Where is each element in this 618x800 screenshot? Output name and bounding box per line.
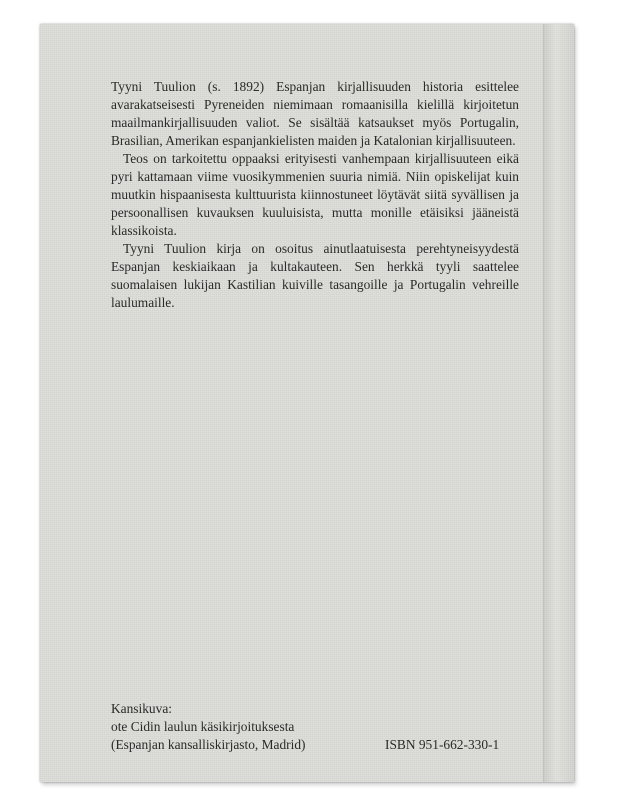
book-back-cover <box>40 24 574 782</box>
blurb-paragraph-3: Tyyni Tuulion kirja on osoitus ainutlaatuisesta perehtyneisyydestä Espanjan keskiaikaan ja kultakauteen. Sen herkkä tyyli saattelee suomalaisen lukijan Kastilian kuiville tasangoille ja Portugalin vehreille laulumaille. <box>111 241 519 310</box>
cover-credit-label: Kansikuva: <box>111 701 172 716</box>
cover-edge <box>543 24 574 782</box>
blurb-paragraph-2: Teos on tarkoitettu oppaaksi erityisesti vanhempaan kirjallisuuteen eikä pyri kattamaan viime vuosikymmenien suuria nimiä. Niin opiskelijat kuin muutkin hispaanisesta kulttuurista kiinnostuneet löytävät siitä syvällisen ja persoonallisen kuvauksen kuuluisista, mutta monille etäisiksi jääneistä klassikoista. <box>111 151 519 238</box>
cover-credit-line-1: ote Cidin laulun käsikirjoituksesta <box>111 719 295 734</box>
blurb-paragraph-1: Tyyni Tuulion (s. 1892) Espanjan kirjallisuuden historia esittelee avarakatseisesti Pyreneiden niemimaan romaanisilla kielillä kirjoitetun maailmankirjallisuuden valiot. Se sisältää katsaukset myös Portugalin, Brasilian, Amerikan espanjankielisten maiden ja Katalonian kirjallisuuteen. <box>111 79 519 148</box>
blurb-text <box>111 78 519 312</box>
cover-credit-line-2: (Espanjan kansalliskirjasto, Madrid) <box>111 737 306 752</box>
isbn-number: ISBN 951-662-330-1 <box>385 737 500 752</box>
